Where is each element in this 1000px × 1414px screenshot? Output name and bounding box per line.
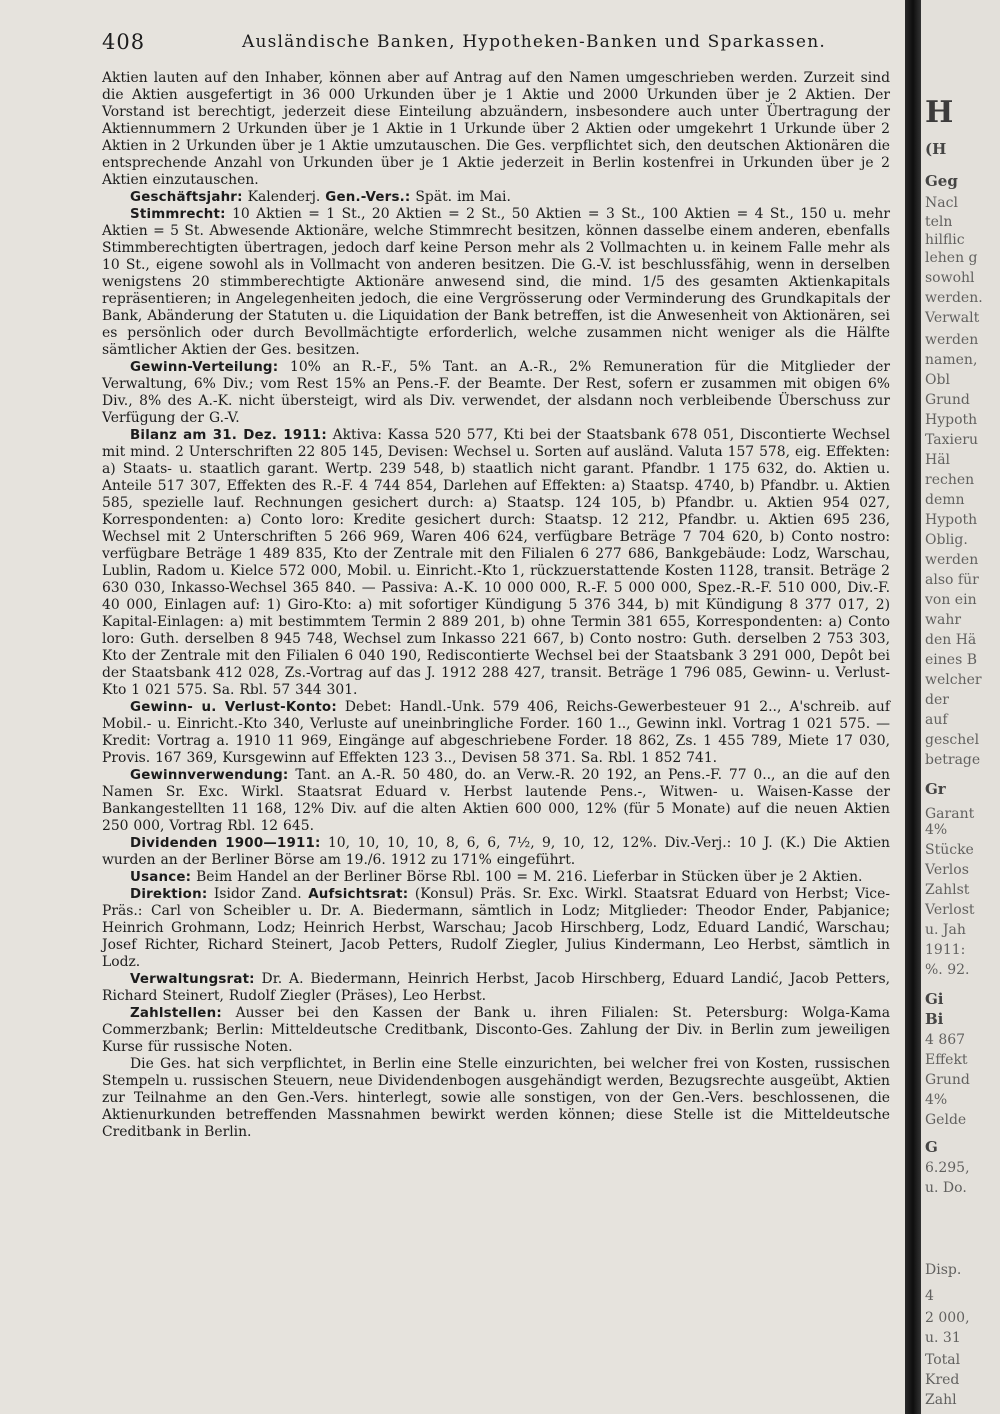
neighbor-line: Effekt <box>925 1052 968 1068</box>
neighbor-line: Grund <box>925 392 970 408</box>
neighbor-line: werden. <box>925 290 983 306</box>
neighbor-line: 4 867 <box>925 1032 966 1048</box>
neighbor-line: Geg <box>925 172 958 190</box>
section-heading: Direktion: <box>130 887 208 902</box>
neighbor-line: 4% <box>925 1092 948 1108</box>
neighbor-line: Hypoth <box>925 512 978 528</box>
neighbor-line: Verlos <box>925 862 969 878</box>
neighbor-line: sowohl <box>925 270 975 286</box>
paragraph-text: Beim Handel an der Berliner Börse Rbl. 100 = M. 216. Lieferbar in Stücken über je 2 Aktien. <box>191 869 863 885</box>
neighbor-line: geschel <box>925 732 980 748</box>
neighbor-line: Gelde <box>925 1112 967 1128</box>
neighbor-page-fragment <box>921 0 1000 1414</box>
paragraph-text: Dr. A. Biedermann, Heinrich Herbst, Jacob Hirschberg, Eduard Landić, Jacob Petters, Richard Steinert, Rudolf Ziegler (Präses), Leo Herbst. <box>102 971 890 1004</box>
neighbor-line: Obl <box>925 372 950 388</box>
neighbor-line: welcher <box>925 672 982 688</box>
page-number: 408 <box>102 30 146 54</box>
paragraph-shares <box>102 70 890 189</box>
neighbor-line: 1911: <box>925 942 966 958</box>
paragraph-text: Die Ges. hat sich verpflichtet, in Berlin eine Stelle einzurichten, bei welcher frei von Kosten, russischen Stempeln u. russischen Steuern, neue Dividendenbogen ausgehändigt werden, Bezugsrechte ausgeübt, Aktien zur Teilnahme an den Gen.-Vers. hinterlegt, sowie alle sonstigen, von der Gen.-Vers. beschlossenen, die Aktienurkunden betreffenden Massnahmen bewirkt werden können; diese Stelle ist die Mitteldeutsche Creditbank in Berlin. <box>102 1056 890 1140</box>
neighbor-line: Hypoth <box>925 412 978 428</box>
paragraph-usance <box>102 869 890 886</box>
neighbor-line: H <box>925 95 954 130</box>
paragraph-voting-rights <box>102 206 890 359</box>
section-heading: Gen.-Vers.: <box>325 190 411 205</box>
neighbor-line: rechen <box>925 472 975 488</box>
neighbor-line: Total <box>925 1352 961 1368</box>
section-heading: Dividenden 1900—1911: <box>130 836 321 851</box>
section-heading: Gewinn- u. Verlust-Konto: <box>130 700 337 715</box>
paragraph-text: 10% an R.-F., 5% Tant. an A.-R., 2% Remuneration für die Mitglieder der Verwaltung, 6% Div.; vom Rest 15% an Pens.-F. der Beamte. Der Rest, sofern er zusammen mit obigen 6% Div., 8% des A.-K. nicht übersteigt, wird als Div. verwendet, der alsdann noch verbleibende Überschuss zur Verfügung der G.-V. <box>102 359 890 426</box>
neighbor-line: Taxieru <box>925 432 978 448</box>
paragraph-text: Tant. an A.-R. 50 480, do. an Verw.-R. 20 192, an Pens.-F. 77 0.., an die auf den Namen Sr. Exc. Wirkl. Staatsrat Eduard v. Herbst lautende Pens.-, Witwen- u. Waisen-Kasse der Bankangestellten 11 168, 12% Div. auf die alten Aktien 600 000, 12% (für 5 Monate) auf die neuen Aktien 250 000, Vortrag Rbl. 12 645. <box>102 767 890 834</box>
neighbor-line: Grund <box>925 1072 970 1088</box>
neighbor-line: 4 <box>925 1288 934 1304</box>
section-heading: Zahlstellen: <box>130 1006 222 1021</box>
article-body <box>102 70 890 1141</box>
neighbor-line: u. 31 <box>925 1330 961 1346</box>
paragraph-text: Debet: Handl.-Unk. 579 406, Reichs-Gewerbesteuer 91 2.., A'schreib. auf Mobil.- u. Einricht.-Kto 340, Verluste auf uneinbringliche Forder. 160 1.., Gewinn inkl. Vortrag 1 021 575. — Kredit: Vortrag a. 1910 11 969, Eingänge auf abgeschriebene Forder. 18 862, Zs. 1 455 789, Miete 17 030, Provis. 167 369, Kursgewinn auf Effekten 123 3.., Devisen 58 371. Sa. Rbl. 1 852 741. <box>102 699 890 766</box>
paragraph-dividends <box>102 835 890 869</box>
paragraph-balance-sheet <box>102 427 890 699</box>
section-heading: Bilanz am 31. Dez. 1911: <box>130 428 327 443</box>
section-heading: Aufsichtsrat: <box>308 887 409 902</box>
neighbor-line: Zahlst <box>925 882 970 898</box>
neighbor-line: Nacl <box>925 195 958 211</box>
neighbor-line: u. Do. <box>925 1180 967 1196</box>
paragraph-text: Aktiva: Kassa 520 577, Kti bei der Staatsbank 678 051, Discontierte Wechsel mit mind. 2 Unterschriften 22 805 145, Devisen: Wechsel u. Sorten auf ausländ. Valuta 157 578, eig. Effekten: a) Staats- u. staatlich garant. Wertp. 239 548, b) staatlich nicht garant. Pfandbr. 1 175 632, do. Aktien u. Anteile 517 307, Effekten des R.-F. 4 744 854, Darlehen auf Effekten: a) Staatsp. 4740, b) Pfandbr. u. Aktien 585, spezielle lauf. Rechnungen gesichert durch: a) Staatsp. 124 105, b) Pfandbr. u. Aktien 954 027, Korrespondenten: a) Conto loro: Kredite gesichert durch: Staatsp. 12 212, Pfandbr. u. Aktien 695 236, Wechsel mit 2 Unterschriften 5 266 969, Waren 406 624, verfügbare Beträge 7 704 620, b) Conto nostro: verfügbare Beträge 1 489 835, Kto der Zentrale mit den Filialen 6 277 686, Bankgebäude: Lodz, Warschau, Lublin, Radom u. Kielce 572 000, Mobil. u. Einricht.-Kto 1, rückzuerstattende Kosten 1128, transit. Beträge 2 630 030, Inkasso-Wechsel 365 840. — Passiva: A.-K. 10 000 000, R.-F. 5 000 000, Spez.-R.-F. 510 000, Div.-F. 40 000, Einlagen auf: 1) Giro-Kto: a) mit sofortiger Kündigung 5 376 344, b) mit Kündigung 8 377 017, 2) Kapital-Einlagen: a) mit bestimmtem Termin 2 889 201, b) ohne Termin 381 655, Korrespondenten: a) Conto loro: Guth. derselben 8 945 748, Wechsel zum Inkasso 221 667, b) Conto nostro: Guth. derselben 2 753 303, Kto der Zentrale mit den Filialen 6 040 190, Rediscontierte Wechsel bei der Staatsbank 3 291 000, Depôt bei der Staatsbank 412 028, Zs.-Vortrag auf das J. 1912 288 427, transit. Beträge 1 796 085, Gewinn- u. Verlust-Kto 1 021 575. Sa. Rbl. 57 344 301. <box>102 427 890 698</box>
neighbor-line: Verwalt <box>925 310 980 326</box>
neighbor-line: teln <box>925 214 953 230</box>
neighbor-line: Kred <box>925 1372 960 1388</box>
paragraph-text: Spät. im Mai. <box>410 189 511 205</box>
neighbor-line: Oblig. <box>925 532 968 548</box>
paragraph-text: Kalenderj. <box>242 189 326 205</box>
neighbor-line: hilflic <box>925 232 965 248</box>
neighbor-line: 4% <box>925 822 948 838</box>
neighbor-line: Verlost <box>925 902 975 918</box>
neighbor-line: der <box>925 692 949 708</box>
neighbor-line: Garant <box>925 806 975 822</box>
neighbor-line: also für <box>925 572 979 588</box>
paragraph-text: 10 Aktien = 1 St., 20 Aktien = 2 St., 50 Aktien = 3 St., 100 Aktien = 4 St., 150 u. mehr Aktien = 5 St. Abwesende Aktionäre, welche Stimmrecht besitzen, können dasselbe einem anderen, ebenfalls Stimmberechtigten übertragen, jedoch darf keine Person mehr als 2 Vollmachten u. in keinem Falle mehr als 10 St., eigene sowohl als in Vollmacht von anderen besitzen. Die G.-V. ist beschlussfähig, wenn in derselben wenigstens 20 stimmberechtigte Aktionäre anwesend sind, die mind. 1/5 des gesamten Aktienkapitals repräsentieren; in Angelegenheiten jedoch, die eine Vergrösserung oder Verminderung des Grundkapitals der Bank, Abänderung der Statuten u. die Liquidation der Bank betreffen, ist die Anwesenheit von Aktionären, sei es persönlich oder durch Bevollmächtigte erforderlich, welche zusammen nicht weniger als die Hälfte sämtlicher Aktien der Ges. besitzen. <box>102 206 890 358</box>
neighbor-line: namen, <box>925 352 978 368</box>
neighbor-line: Disp. <box>925 1262 962 1278</box>
neighbor-line: G <box>925 1138 938 1156</box>
neighbor-line: 6.295, <box>925 1160 970 1176</box>
section-heading: Usance: <box>130 870 192 885</box>
neighbor-line: wahr <box>925 612 962 628</box>
neighbor-line: Stücke <box>925 842 974 858</box>
neighbor-line: eines B <box>925 652 977 668</box>
running-title: Ausländische Banken, Hypotheken-Banken und Sparkassen. <box>242 32 826 52</box>
paragraph-text: (Konsul) Präs. Sr. Exc. Wirkl. Staatsrat Eduard von Herbst; Vice-Präs.: Carl von Scheibler u. Dr. A. Biedermann, sämtlich in Lodz; Mitglieder: Theodor Ender, Pabjanice; Heinrich Grohmann, Lodz; Heinrich Herbst, Warschau; Jacob Hirschberg, Lodz, Eduard Landić, Warschau; Josef Richter, Richard Steinert, Jacob Petters, Rudolf Ziegler, Julius Kindermann, Leo Herbst, sämtlich in Lodz. <box>102 886 890 970</box>
neighbor-line: betrage <box>925 752 981 768</box>
paragraph-fiscal-year <box>102 189 890 206</box>
section-heading: Stimmrecht: <box>130 207 226 222</box>
paragraph-text: 10, 10, 10, 10, 8, 6, 6, 7½, 9, 10, 12, 12%. Div.-Verj.: 10 J. (K.) Die Aktien wurden an der Berliner Börse am 19./6. 1912 zu 171% eingeführt. <box>102 835 890 868</box>
paragraph-text: Isidor Zand. <box>207 886 309 902</box>
neighbor-line: von ein <box>925 592 977 608</box>
neighbor-line: (H <box>925 140 947 158</box>
section-heading: Geschäftsjahr: <box>130 190 243 205</box>
paragraph-text: Ausser bei den Kassen der Bank u. ihren Filialen: St. Petersburg: Wolga-Kama Commerzbank; Berlin: Mitteldeutsche Creditbank, Disconto-Ges. Zahlung der Div. in Berlin zum jeweiligen Kurse für russische Noten. <box>102 1005 890 1055</box>
paragraph-text: Aktien lauten auf den Inhaber, können aber auf Antrag auf den Namen umgeschrieben werden. Zurzeit sind die Aktien ausgefertigt in 36 000 Urkunden über je 1 Aktie und 2000 Urkunden über je 2 Aktien. Der Vorstand ist berechtigt, jederzeit diese Einteilung abzuändern, insbesondere auch unter Übertragung der Aktiennummern 2 Urkunden über je 1 Aktie in 1 Urkunde über 2 Aktien oder umgekehrt 1 Urkunde über 2 Aktien in 2 Urkunden über je 1 Aktie umzutauschen. Die Ges. verpflichtet sich, den deutschen Aktionären die entsprechende Anzahl von Urkunden über je 1 Aktie jederzeit in Berlin kostenfrei in Urkunden über je 2 Aktien einzutauschen. <box>102 70 890 188</box>
neighbor-line: werden <box>925 552 979 568</box>
section-heading: Verwaltungsrat: <box>130 972 255 987</box>
paragraph-paying-agents <box>102 1005 890 1056</box>
neighbor-line: %. 92. <box>925 962 970 978</box>
paragraph-management <box>102 886 890 971</box>
paragraph-berlin-office <box>102 1056 890 1141</box>
neighbor-line: Bi <box>925 1010 944 1028</box>
paragraph-profit-loss <box>102 699 890 767</box>
neighbor-line: Häl <box>925 452 951 468</box>
neighbor-line: werden <box>925 332 979 348</box>
neighbor-line: den Hä <box>925 632 977 648</box>
paragraph-profit-distribution <box>102 359 890 427</box>
section-heading: Gewinn-Verteilung: <box>130 360 279 375</box>
paragraph-profit-use <box>102 767 890 835</box>
neighbor-line: Zahl <box>925 1392 957 1408</box>
neighbor-line: auf <box>925 712 948 728</box>
neighbor-line: Gr <box>925 780 946 798</box>
paragraph-board <box>102 971 890 1005</box>
neighbor-line: u. Jah <box>925 922 966 938</box>
section-heading: Gewinnverwendung: <box>130 768 289 783</box>
neighbor-line: Gi <box>925 990 944 1008</box>
neighbor-line: demn <box>925 492 965 508</box>
neighbor-line: lehen g <box>925 250 978 266</box>
neighbor-line: 2 000, <box>925 1310 970 1326</box>
page-header <box>102 30 882 56</box>
book-gutter <box>905 0 921 1414</box>
